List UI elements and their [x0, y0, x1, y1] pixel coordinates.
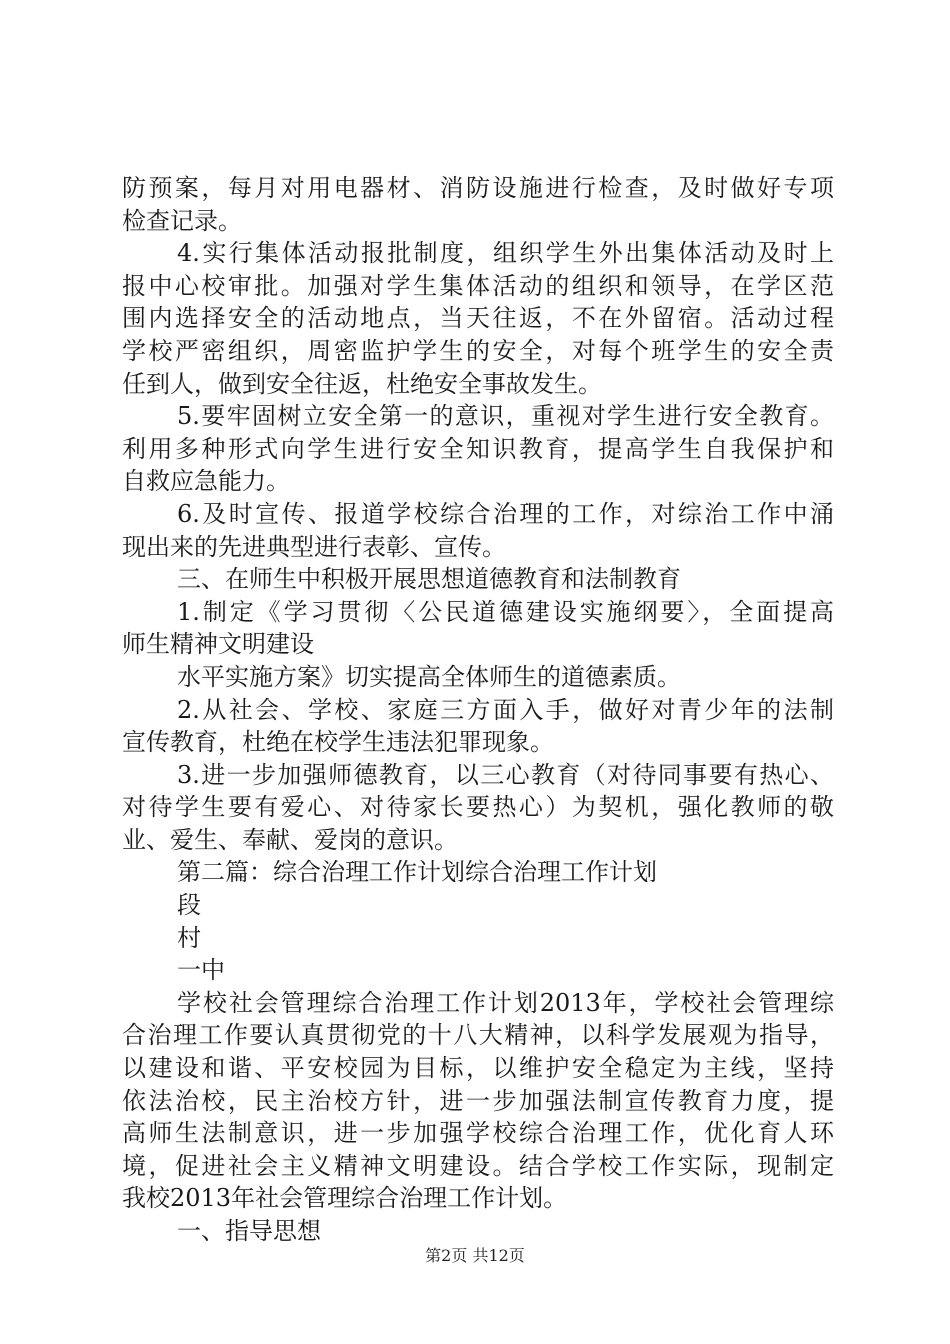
text-line: 段: [177, 891, 201, 920]
text-line: 3.进一步加强师德教育，以三心教育（对待同事要有热心、: [177, 760, 834, 789]
text-line: 师生精神文明建设: [122, 630, 314, 659]
text-line: 现出来的先进典型进行表彰、宣传。: [122, 532, 506, 561]
text-line: 宣传教育，杜绝在校学生违法犯罪现象。: [122, 728, 554, 757]
text-line: 检查记录。: [122, 206, 242, 235]
text-line: 依法治校，民主治校方针，进一步加强法制宣传教育力度，提: [122, 1086, 834, 1115]
page-number: 第2页 共12页: [425, 1246, 525, 1265]
text-line: 5.要牢固树立安全第一的意识，重视对学生进行安全教育。: [177, 402, 834, 431]
text-line: 高师生法制意识，进一步加强学校综合治理工作，优化育人环: [122, 1119, 834, 1148]
text-line: 学校严密组织，周密监护学生的安全，对每个班学生的安全责: [122, 336, 834, 365]
text-line: 村: [177, 923, 201, 952]
chapter-heading: 第二篇：综合治理工作计划综合治理工作计划: [177, 858, 657, 887]
text-line: 利用多种形式向学生进行安全知识教育，提高学生自我保护和: [122, 434, 834, 463]
text-line: 自救应急能力。: [122, 467, 290, 496]
text-line: 围内选择安全的活动地点，当天往返，不在外留宿。活动过程: [122, 304, 834, 333]
text-line: 一中: [177, 956, 225, 985]
text-line: 以建设和谐、平安校园为目标，以维护安全稳定为主线，坚持: [122, 1054, 834, 1083]
page-footer: [0, 1243, 950, 1266]
text-line: 水平实施方案》切实提高全体师生的道德素质。: [177, 662, 681, 691]
text-line: 2.从社会、学校、家庭三方面入手，做好对青少年的法制: [177, 695, 834, 724]
document-body: [122, 172, 834, 1248]
text-line: 6.及时宣传、报道学校综合治理的工作，对综治工作中涌: [177, 499, 834, 528]
text-line: 1.制定《学习贯彻〈公民道德建设实施纲要〉，全面提高: [177, 597, 834, 626]
text-line: 对待学生要有爱心、对待家长要热心）为契机，强化教师的敬: [122, 793, 834, 822]
section-heading: 一、指导思想: [177, 1217, 321, 1245]
text-line: 境，促进社会主义精神文明建设。结合学校工作实际，现制定: [122, 1151, 834, 1180]
text-line: 我校2013年社会管理综合治理工作计划。: [122, 1184, 568, 1213]
text-line: 任到人，做到安全往返，杜绝安全事故发生。: [122, 369, 602, 398]
section-heading: 三、在师生中积极开展思想道德教育和法制教育: [177, 565, 681, 594]
text-line: 4.实行集体活动报批制度，组织学生外出集体活动及时上: [177, 239, 834, 268]
text-line: 合治理工作要认真贯彻党的十八大精神，以科学发展观为指导，: [122, 1021, 834, 1050]
text-line: 报中心校审批。加强对学生集体活动的组织和领导，在学区范: [122, 271, 834, 300]
text-line: 学校社会管理综合治理工作计划2013年，学校社会管理综: [177, 988, 834, 1017]
text-line: 业、爱生、奉献、爱岗的意识。: [122, 825, 458, 854]
text-line: 防预案，每月对用电器材、消防设施进行检查，及时做好专项: [122, 174, 834, 202]
